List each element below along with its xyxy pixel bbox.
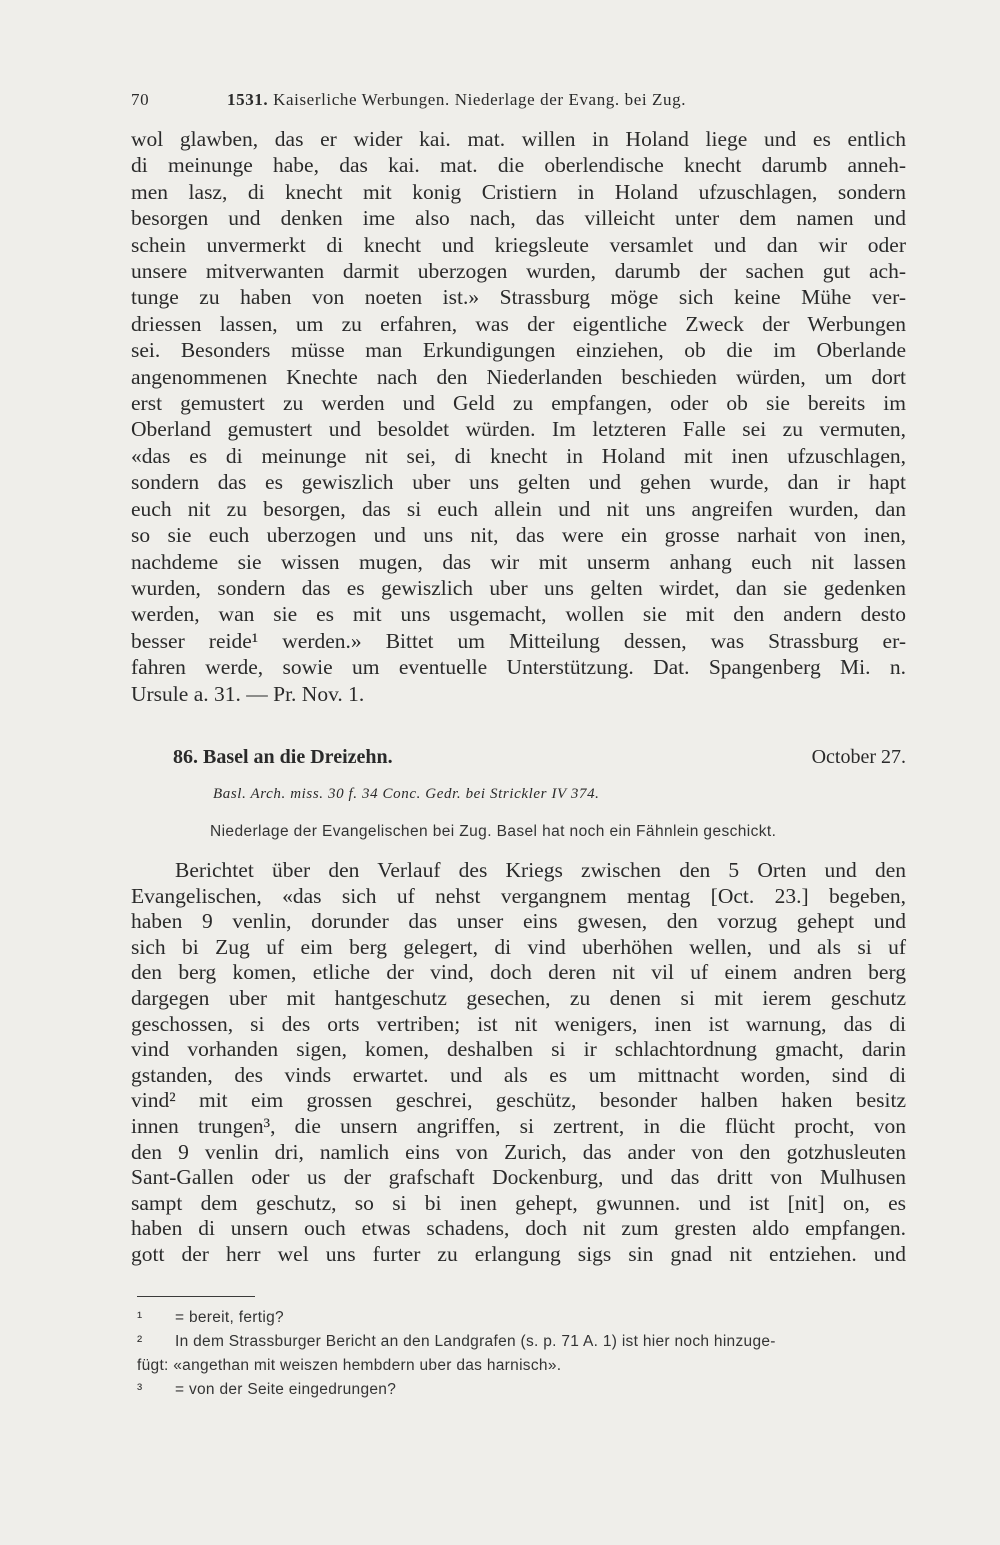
document-heading bbox=[131, 746, 906, 774]
text-line: euch nit zu besorgen, das si euch allein und nit uns angreifen wurden, dan bbox=[131, 496, 906, 521]
text-line: dargegen uber mit hantgeschutz gesechen, zu denen si mit ierem geschutz bbox=[131, 985, 906, 1010]
text-line: werden, wan sie es mit uns usgemacht, wollen sie mit den andern desto bbox=[131, 602, 906, 627]
text-line: geschossen, si des orts vertriben; ist nit wenigers, inen ist warnung, das di bbox=[131, 1011, 906, 1036]
body-text-2 bbox=[131, 858, 906, 1268]
text-line: unsere mitverwanten darmit uberzogen wurden, darumb der sachen gut ach- bbox=[131, 259, 906, 284]
text-line: vind vorhanden sigen, komen, deshalben si ir schlachtordnung gmacht, darin bbox=[131, 1037, 906, 1062]
text-line: Sant-Gallen oder us der grafschaft Dockenburg, und das dritt von Mulhusen bbox=[131, 1165, 906, 1190]
text-line: nachdeme sie wissen mugen, das wir mit unserm anhang euch nit lassen bbox=[131, 549, 906, 574]
text-line: fahren werde, sowie um eventuelle Unterstützung. Dat. Spangenberg Mi. n. bbox=[131, 655, 906, 680]
text-line: Oberland gemustert und besoldet würden. Im letzteren Falle sei zu vermuten, bbox=[131, 417, 906, 442]
text-line: sampt dem geschutz, so si bi inen gehept, gwunnen. und ist [nit] on, es bbox=[131, 1190, 906, 1215]
text-line: wol glawben, das er wider kai. mat. willen in Holand liege und es entlich bbox=[131, 127, 906, 151]
text-line: Berichtet über den Verlauf des Kriegs zwischen den 5 Orten und den bbox=[175, 858, 906, 882]
text-line: schein unvermerkt di knecht und kriegsleute versamlet und dan wir oder bbox=[131, 232, 906, 257]
text-line: den berg komen, etliche der vind, doch deren nit vil uf einem andren berg bbox=[131, 960, 906, 985]
footnote-text: = von der Seite eingedrungen? bbox=[175, 1381, 397, 1398]
footnote-marker: ² bbox=[137, 1333, 143, 1350]
text-line: tunge zu haben von noeten ist.» Strassburg möge sich keine Mühe ver- bbox=[131, 285, 906, 310]
text-line: Evangelischen, «das sich uf nehst vergangnem mentag [Oct. 23.] begeben, bbox=[131, 883, 906, 908]
page-number: 70 bbox=[131, 90, 150, 109]
text-line: wurden, sondern das es gewiszlich uber uns gelten wirdet, dan sie gedenken bbox=[131, 575, 906, 600]
text-line: vind² mit eim grossen geschrei, geschütz, besonder halben haken besitz bbox=[131, 1088, 906, 1113]
running-header bbox=[131, 90, 906, 116]
footnotes bbox=[137, 1306, 907, 1402]
text-line: den 9 venlin dri, namlich eins von Zurich, das ander von den gotzhusleuten bbox=[131, 1139, 906, 1164]
text-line: sei. Besonders müsse man Erkundigungen einziehen, ob die im Oberlande bbox=[131, 338, 906, 363]
text-line: men lasz, di knecht mit konig Cristiern in Holand ufzuschlagen, sondern bbox=[131, 179, 906, 204]
text-line: haben di unsern ouch etwas schadens, doch nit zum gresten aldo empfangen. bbox=[131, 1216, 906, 1241]
footnote-divider bbox=[137, 1296, 255, 1297]
source-citation: Basl. Arch. miss. 30 f. 34 Conc. Gedr. bei Strickler IV 374. bbox=[213, 786, 600, 802]
text-line: «das es di meinunge nit sei, di knecht in Holand mit inen ufzuschlagen, bbox=[131, 443, 906, 468]
regest-summary: Niederlage der Evangelischen bei Zug. Basel hat noch ein Fähnlein geschickt. bbox=[210, 823, 777, 840]
footnote-marker: ³ bbox=[137, 1381, 143, 1398]
footnote-text: In dem Strassburger Bericht an den Landgrafen (s. p. 71 A. 1) ist hier noch hinzuge- bbox=[175, 1333, 776, 1350]
footnote-1 bbox=[137, 1306, 907, 1330]
text-line: angenommenen Knechte nach den Niederlanden beschieden würden, um dort bbox=[131, 364, 906, 389]
footnote-3 bbox=[137, 1378, 907, 1402]
text-line: besser reide¹ werden.» Bittet um Mitteilung dessen, was Strassburg er- bbox=[131, 628, 906, 653]
footnote-2 bbox=[137, 1330, 907, 1354]
text-line: gstanden, des vinds erwartet. und als es um mittnacht worden, sind di bbox=[131, 1062, 906, 1087]
text-line: so sie euch uberzogen und uns nit, das were ein grosse narhait von inen, bbox=[131, 523, 906, 548]
header-title: Kaiserliche Werbungen. Niederlage der Evang. bei Zug. bbox=[273, 90, 687, 109]
text-line: sondern das es gewiszlich uber uns gelten und gehen wurde, dan ir hapt bbox=[131, 470, 906, 495]
text-line: erst gemustert zu werden und Geld zu empfangen, oder ob sie bereits im bbox=[131, 391, 906, 416]
footnote-text: = bereit, fertig? bbox=[175, 1309, 284, 1326]
text-line: Ursule a. 31. — Pr. Nov. 1. bbox=[131, 681, 365, 706]
running-title bbox=[227, 90, 686, 110]
text-line: gott der herr wel uns furter zu erlangung sigs sin gnad nit entziehen. und bbox=[131, 1241, 906, 1266]
header-year: 1531. bbox=[227, 90, 269, 109]
text-line: sich bi Zug uf eim berg gelegert, di vind uberhöhen wellen, und als si uf bbox=[131, 934, 906, 959]
text-line: besorgen und denken ime also nach, das villeicht unter dem namen und bbox=[131, 206, 906, 231]
text-line: driessen lassen, um zu erfahren, was der eigentliche Zweck der Werbungen bbox=[131, 311, 906, 336]
document-date: October 27. bbox=[811, 746, 906, 768]
text-line: di meinunge habe, das kai. mat. die oberlendische knecht darumb anneh- bbox=[131, 153, 906, 178]
body-text bbox=[131, 126, 906, 707]
footnote-marker: ¹ bbox=[137, 1309, 143, 1326]
footnote-2-continued bbox=[137, 1354, 907, 1378]
text-line: haben 9 venlin, dorunder das unser eins gwesen, den vorzug gehept und bbox=[131, 909, 906, 934]
footnote-text: fügt: «angethan mit weiszen hembdern uber das harnisch». bbox=[137, 1357, 562, 1374]
document-title: 86. Basel an die Dreizehn. bbox=[173, 746, 393, 768]
text-line: innen trungen³, die unsern angriffen, si zertrent, in die flücht procht, von bbox=[131, 1113, 906, 1138]
